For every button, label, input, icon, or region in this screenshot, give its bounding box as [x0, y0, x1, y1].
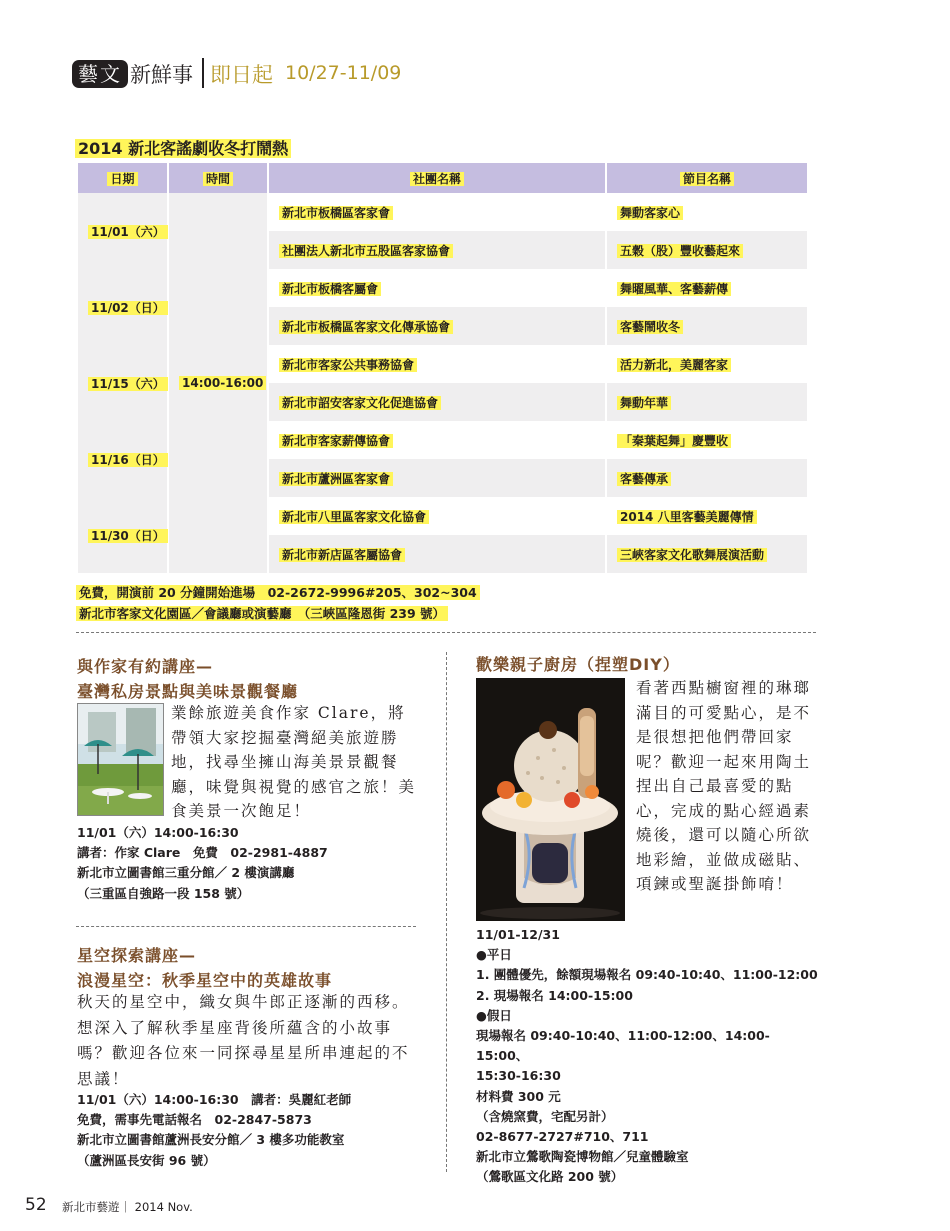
section-category: 新鮮事: [130, 63, 193, 87]
schedule-time: 14:00-16:00: [168, 193, 268, 573]
info-line: 2. 現場報名 14:00-15:00: [476, 987, 633, 1003]
program-name: 「秦葉起舞」慶豐收: [606, 421, 808, 459]
event1-note-2: 新北市客家文化園區／會議廳或演藝廳 （三峽區隆恩街 239 號）: [76, 604, 448, 622]
info-line: （蘆洲區長安街 96 號）: [77, 1152, 216, 1168]
clay-dessert-illustration: [476, 678, 625, 921]
program-name: 活力新北，美麗客家: [606, 345, 808, 383]
info-line: 1. 團體優先，餘額現場報名 09:40-10:40、11:00-12:00: [476, 967, 818, 983]
event1-note-1: 免費，開演前 20 分鐘開始進場 02-2672-9996#205、302~304: [76, 583, 480, 601]
header-program: 節目名稱: [606, 163, 808, 193]
info-line: 新北市立鶯歌陶瓷博物館／兒童體驗室: [476, 1149, 689, 1165]
info-line: 02-8677-2727#710、711: [476, 1129, 649, 1145]
info-line: 新北市立圖書館蘆洲長安分館／ 3 樓多功能教室: [77, 1132, 345, 1148]
event2-title-line1: 與作家有約講座—: [77, 657, 214, 676]
schedule-date: 11/30（日）: [78, 497, 168, 573]
group-name: 新北市客家薪傳協會: [268, 421, 606, 459]
group-name: 社團法人新北市五股區客家協會: [268, 231, 606, 269]
header-group: 社團名稱: [268, 163, 606, 193]
info-line: 講者：作家 Clare 免費 02-2981-4887: [77, 845, 328, 861]
schedule-header-row: [78, 163, 808, 193]
since-label: 即日起: [210, 63, 273, 87]
info-line: （含燒窯費，宅配另計）: [476, 1108, 614, 1124]
info-line: 15:30-16:30: [476, 1068, 561, 1084]
program-name: 舞動客家心: [606, 193, 808, 231]
schedule-date: 11/15（六）: [78, 345, 168, 421]
schedule-date: 11/02（日）: [78, 269, 168, 345]
group-name: 新北市板橋區客家會: [268, 193, 606, 231]
group-name: 新北市八里區客家文化協會: [268, 497, 606, 535]
event3-title-line1: 星空探索講座—: [77, 946, 197, 965]
garden-restaurant-photo: [77, 703, 164, 816]
header-date: 日期: [78, 163, 168, 193]
event2-info: [77, 823, 422, 904]
page-number: 52: [25, 1195, 47, 1215]
event2-title-line2: 臺灣私房景點與美味景觀餐廳: [77, 682, 299, 701]
event3-info: [77, 1090, 422, 1171]
info-line: ●假日: [476, 1007, 512, 1023]
group-name: 新北市蘆洲區客家會: [268, 459, 606, 497]
info-line: 材料費 300 元: [476, 1088, 561, 1104]
group-name: 新北市詔安客家文化促進協會: [268, 383, 606, 421]
info-line: （鶯歌區文化路 200 號）: [476, 1169, 624, 1185]
info-line: 11/01（六）14:00-16:30: [77, 825, 239, 840]
program-name: 舞曜風華、客藝薪傳: [606, 269, 808, 307]
group-name: 新北市板橋區客家文化傳承協會: [268, 307, 606, 345]
event4-info: [476, 925, 821, 1188]
event2-description: 業餘旅遊美食作家 Clare，將帶領大家挖掘臺灣絕美旅遊勝地，找尋坐擁山海美景景觀餐廳，味覺與視覺的感官之旅！美食美景一次飽足！: [171, 704, 417, 820]
schedule-table: [78, 163, 809, 573]
info-line: 現場報名 09:40-10:40、11:00-12:00、14:00-15:00、: [476, 1028, 770, 1064]
info-line: 免費，需事先電話報名 02-2847-5873: [77, 1112, 312, 1128]
program-name: 客藝鬧收冬: [606, 307, 808, 345]
date-range: 10/27-11/09: [285, 62, 402, 84]
schedule-date: 11/16（日）: [78, 421, 168, 497]
info-line: 11/01-12/31: [476, 927, 560, 942]
event1-title: [75, 136, 291, 159]
program-name: 2014 八里客藝美麗傳情: [606, 497, 808, 535]
event3-description: 秋天的星空中，織女與牛郎正逐漸的西移。想深入了解秋季星座背後所蘊含的小故事嗎？歡迎各位來一同探尋星星所串連起的不思議！: [77, 993, 410, 1088]
info-line: ●平日: [476, 947, 512, 963]
group-name: 新北市客家公共事務協會: [268, 345, 606, 383]
program-name: 五穀（股）豐收藝起來: [606, 231, 808, 269]
schedule-date: 11/01（六）: [78, 193, 168, 269]
group-name: 新北市板橋客屬會: [268, 269, 606, 307]
event1-title-text: 2014 新北客謠劇收冬打鬧熱: [75, 139, 291, 158]
info-line: （三重區自強路一段 158 號）: [77, 885, 250, 901]
event4-title: 歡樂親子廚房（捏塑DIY）: [476, 655, 680, 674]
header-divider: [202, 58, 204, 88]
group-name: 新北市新店區客屬協會: [268, 535, 606, 573]
program-name: 舞動年華: [606, 383, 808, 421]
section-badge: 藝文: [72, 60, 128, 88]
info-line: 11/01（六）14:00-16:30 講者：吳麗紅老師: [77, 1092, 352, 1107]
garden-photo-illustration: [78, 704, 163, 815]
info-line: 新北市立圖書館三重分館／ 2 樓演講廳: [77, 865, 295, 881]
header-time: 時間: [168, 163, 268, 193]
publication-name: 新北市藝遊｜ 2014 Nov.: [62, 1200, 193, 1214]
section-divider: [76, 926, 416, 927]
column-divider: [446, 652, 447, 1172]
event3-title-line2: 浪漫星空：秋季星空中的英雄故事: [77, 971, 333, 990]
clay-dessert-photo: [476, 678, 625, 921]
program-name: 三峽客家文化歌舞展演活動: [606, 535, 808, 573]
program-name: 客藝傳承: [606, 459, 808, 497]
table-row: [78, 193, 808, 231]
event4-description: 看著西點櫥窗裡的琳瑯滿目的可愛點心，是不是很想把他們帶回家呢？歡迎一起來用陶土捏出自己最喜愛的點心，完成的點心經過素燒後，還可以隨心所欲地彩繪，並做成磁貼、項鍊或聖誕掛飾唷！: [636, 679, 812, 893]
section-divider: [76, 632, 816, 633]
